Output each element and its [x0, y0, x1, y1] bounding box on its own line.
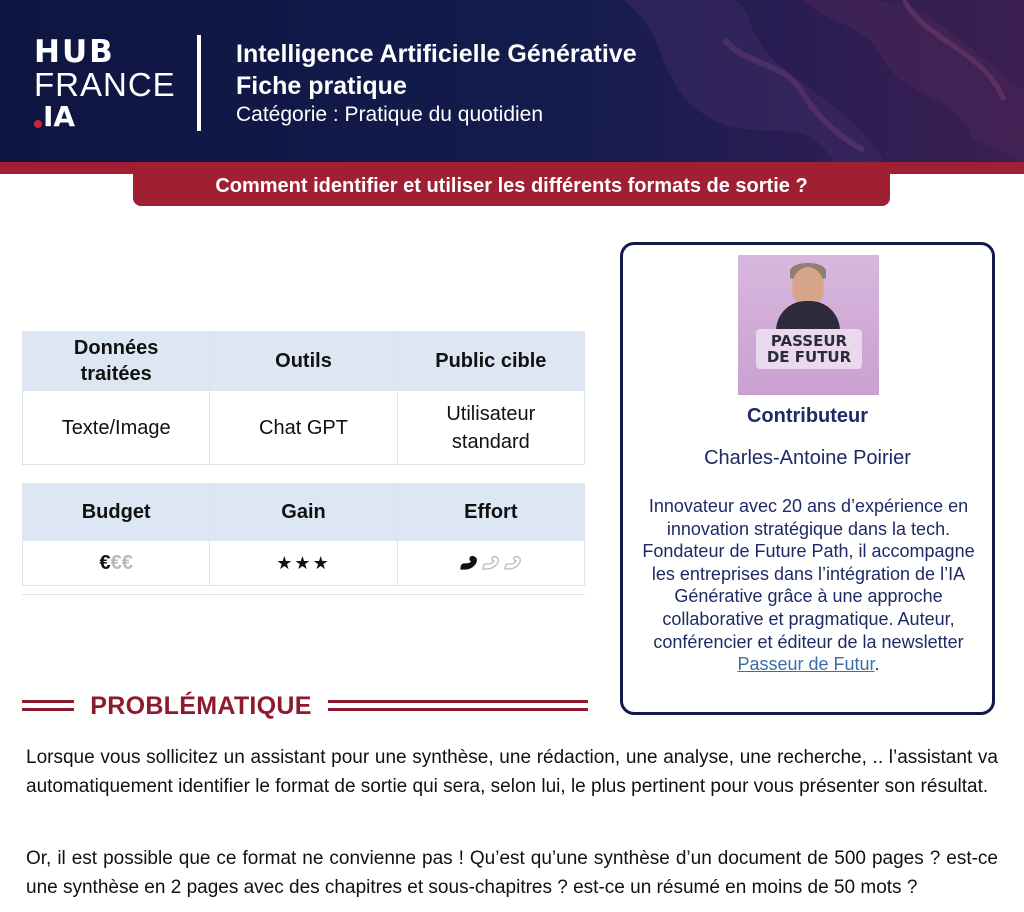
newsletter-link[interactable]: Passeur de Futur [737, 654, 875, 675]
contributor-card [620, 242, 995, 715]
table-cell: Utilisateur standard [397, 391, 584, 465]
logo-dot [34, 120, 42, 128]
contributor-role: Contributeur [746, 405, 869, 427]
flexed-arm-icon [503, 554, 523, 572]
heading-rule-left [22, 700, 74, 703]
section-heading [22, 688, 588, 724]
header-divider [197, 35, 201, 131]
heading-rule-right [328, 708, 588, 711]
flexed-arm-icon [481, 554, 501, 572]
podcast-logo-line2: DE FUTUR [766, 348, 852, 366]
gain-rating [210, 541, 397, 586]
table-bottom-rule [22, 594, 585, 595]
table-header-cell: Données traitées [23, 332, 210, 391]
podcast-logo-line1: PASSEUR [770, 332, 848, 350]
table-header-cell: Public cible [397, 332, 584, 391]
star-icons [276, 553, 330, 573]
podcast-logo-text [756, 329, 862, 369]
bio-end: . [874, 654, 880, 675]
heading-rule-left [22, 708, 74, 711]
table-row [23, 391, 585, 465]
table-header-row [23, 484, 585, 541]
header-category: Catégorie : Pratique du quotidien [236, 103, 544, 126]
contributor-photo [738, 255, 879, 395]
star-icon: ★ [276, 552, 295, 573]
contributor-bio [637, 495, 980, 676]
table-header-cell: Effort [397, 484, 584, 541]
table-header-cell: Outils [210, 332, 397, 391]
contributor-name: Charles-Antoine Poirier [704, 447, 911, 469]
euro-icon: € [99, 551, 111, 574]
contributor-bio-text: Innovateur avec 20 ans d’expérience en innovation stratégique dans la tech. Fondateur de Future Path, il accompagne les entreprises dans l’intégration de l’IA Générative grâce à une approche collaborative et pragmatique. Auteur, conférencier et éditeur de la newsletter [642, 496, 975, 652]
effort-icons [458, 552, 524, 574]
logo-ia-text: IA [43, 100, 76, 133]
table-header-row [23, 332, 585, 391]
photo-body [776, 301, 840, 331]
paragraph: Or, il est possible que ce format ne convienne pas ! Qu’est qu’une synthèse d’un document de 500 pages ? est-ce une synthèse en 2 pages avec des chapitres et sous-chapitres ? est-ce un résumé en moins de 50 mots ? [26, 848, 998, 898]
section-title: PROBLÉMATIQUE [90, 692, 312, 720]
info-table-rating [22, 483, 585, 586]
question-banner: Comment identifier et utiliser les différents formats de sortie ? [133, 166, 890, 206]
table-cell: Chat GPT [210, 391, 397, 465]
table-header-cell: Gain [210, 484, 397, 541]
flexed-arm-icon [459, 554, 479, 572]
header-title [236, 38, 637, 102]
star-icon: ★ [312, 552, 331, 573]
euro-icon: € [121, 551, 133, 574]
page-header [0, 0, 1024, 162]
table-row [23, 541, 585, 586]
logo-line-ia [34, 102, 176, 132]
euro-icons [99, 552, 132, 574]
heading-rule-right [328, 700, 588, 703]
info-table-data [22, 331, 585, 465]
hub-france-ia-logo [34, 36, 176, 132]
table-cell: Texte/Image [23, 391, 210, 465]
header-title-line1: Intelligence Artificielle Générative [236, 40, 637, 68]
logo-line-france: FRANCE [34, 66, 176, 103]
header-title-line2: Fiche pratique [236, 72, 407, 100]
logo-line-hub: HUB [34, 34, 115, 70]
euro-icon: € [110, 551, 122, 574]
star-icon: ★ [294, 552, 313, 573]
paragraph: Lorsque vous sollicitez un assistant pour une synthèse, une rédaction, une analyse, une recherche, .. l’assistant va automatiquement identifier le format de sortie qui sera, selon lui, le plus pertinent pour vous présenter son résultat. [26, 747, 998, 797]
effort-rating [397, 541, 584, 586]
budget-rating [23, 541, 210, 586]
table-header-cell: Budget [23, 484, 210, 541]
